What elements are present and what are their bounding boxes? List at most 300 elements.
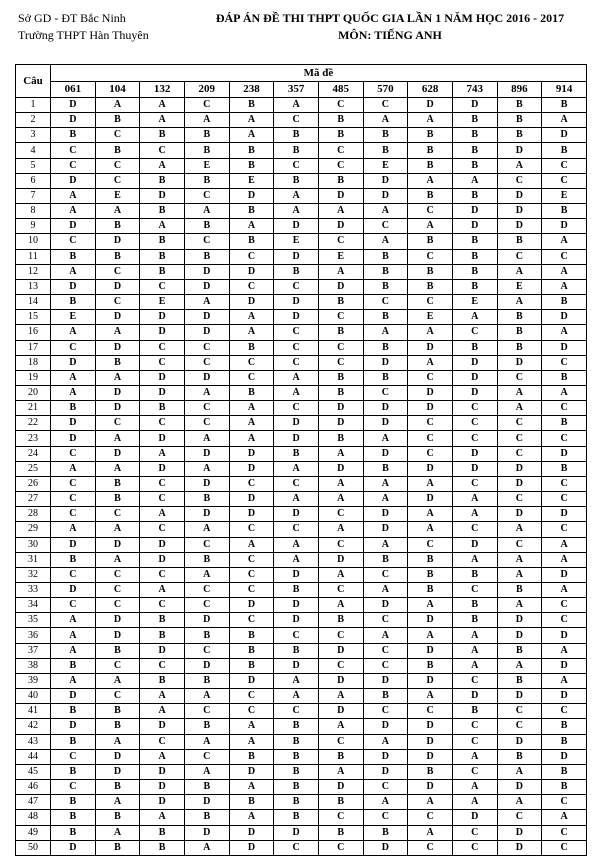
question-number: 25 xyxy=(16,461,51,476)
answer-cell: B xyxy=(452,598,497,613)
answer-cell: D xyxy=(229,188,274,203)
answer-cell: B xyxy=(363,279,408,294)
table-row xyxy=(16,719,587,734)
question-number: 39 xyxy=(16,673,51,688)
answer-cell: C xyxy=(51,749,96,764)
answer-cell: C xyxy=(229,704,274,719)
answer-cell: C xyxy=(229,552,274,567)
answer-cell: B xyxy=(229,643,274,658)
table-row xyxy=(16,370,587,385)
answer-cell: B xyxy=(229,658,274,673)
answer-cell: C xyxy=(229,522,274,537)
answer-cell: C xyxy=(274,158,319,173)
answer-cell: D xyxy=(140,310,185,325)
answer-cell: C xyxy=(318,734,363,749)
answer-cell: C xyxy=(542,492,587,507)
answer-cell: C xyxy=(51,234,96,249)
answer-cell: A xyxy=(95,325,140,340)
answer-cell: D xyxy=(318,461,363,476)
answer-cell: B xyxy=(274,780,319,795)
answer-cell: D xyxy=(318,704,363,719)
answer-cell: B xyxy=(318,113,363,128)
answer-cell: A xyxy=(51,673,96,688)
answer-cell: D xyxy=(95,340,140,355)
answer-cell: D xyxy=(318,219,363,234)
answer-cell: B xyxy=(274,143,319,158)
answer-cell: B xyxy=(95,143,140,158)
answer-cell: B xyxy=(408,158,453,173)
answer-cell: B xyxy=(140,613,185,628)
answer-cell: A xyxy=(363,431,408,446)
question-number: 10 xyxy=(16,234,51,249)
question-number: 22 xyxy=(16,416,51,431)
answer-cell: B xyxy=(452,340,497,355)
answer-cell: D xyxy=(497,628,542,643)
answer-cell: B xyxy=(274,764,319,779)
answer-cell: C xyxy=(95,173,140,188)
answer-cell: A xyxy=(274,673,319,688)
answer-cell: C xyxy=(140,340,185,355)
answer-cell: C xyxy=(408,446,453,461)
answer-cell: B xyxy=(274,128,319,143)
answer-cell: C xyxy=(318,658,363,673)
table-row xyxy=(16,780,587,795)
answer-cell: B xyxy=(497,310,542,325)
answer-cell: A xyxy=(452,628,497,643)
table-row xyxy=(16,825,587,840)
answer-cell: D xyxy=(184,446,229,461)
answer-cell: B xyxy=(542,719,587,734)
answer-cell: D xyxy=(318,279,363,294)
answer-cell: A xyxy=(497,598,542,613)
answer-cell: D xyxy=(452,98,497,113)
answer-cell: C xyxy=(184,188,229,203)
answer-cell: A xyxy=(363,734,408,749)
answer-cell: C xyxy=(452,476,497,491)
answer-cell: A xyxy=(318,764,363,779)
answer-cell: C xyxy=(408,204,453,219)
answer-cell: B xyxy=(51,658,96,673)
answer-cell: C xyxy=(229,567,274,582)
answer-cell: A xyxy=(497,552,542,567)
answer-cell: C xyxy=(184,355,229,370)
table-row xyxy=(16,461,587,476)
answer-cell: C xyxy=(452,673,497,688)
answer-cell: C xyxy=(542,249,587,264)
answer-cell: C xyxy=(363,704,408,719)
answer-cell: D xyxy=(51,219,96,234)
answer-cell: A xyxy=(318,522,363,537)
answer-cell: C xyxy=(318,810,363,825)
answer-cell: B xyxy=(95,355,140,370)
answer-cell: A xyxy=(51,628,96,643)
answer-cell: E xyxy=(497,279,542,294)
answer-cell: C xyxy=(452,522,497,537)
answer-cell: C xyxy=(408,840,453,855)
answer-cell: D xyxy=(184,264,229,279)
answer-cell: A xyxy=(184,840,229,855)
answer-cell: A xyxy=(497,385,542,400)
answer-cell: D xyxy=(140,795,185,810)
answer-cell: A xyxy=(542,552,587,567)
answer-cell: D xyxy=(229,840,274,855)
answer-cell: C xyxy=(497,431,542,446)
answer-cell: D xyxy=(95,749,140,764)
answer-cell: B xyxy=(318,325,363,340)
answer-cell: E xyxy=(140,295,185,310)
answer-cell: A xyxy=(408,522,453,537)
answer-cell: E xyxy=(452,295,497,310)
answer-cell: C xyxy=(184,340,229,355)
answer-cell: A xyxy=(95,461,140,476)
answer-cell: C xyxy=(95,158,140,173)
exam-code-cell: 485 xyxy=(318,82,363,98)
answer-cell: D xyxy=(184,370,229,385)
answer-cell: C xyxy=(184,401,229,416)
question-number: 37 xyxy=(16,643,51,658)
question-number: 13 xyxy=(16,279,51,294)
answer-cell: D xyxy=(274,598,319,613)
answer-cell: A xyxy=(140,583,185,598)
answer-cell: A xyxy=(363,234,408,249)
answer-cell: B xyxy=(184,780,229,795)
answer-cell: B xyxy=(452,143,497,158)
answer-cell: B xyxy=(542,370,587,385)
answer-cell: B xyxy=(274,173,319,188)
answer-cell: D xyxy=(140,552,185,567)
answer-cell: B xyxy=(542,143,587,158)
answer-cell: C xyxy=(408,810,453,825)
answer-cell: C xyxy=(318,143,363,158)
table-row xyxy=(16,749,587,764)
table-row xyxy=(16,734,587,749)
answer-cell: B xyxy=(229,98,274,113)
answer-cell: B xyxy=(95,704,140,719)
table-row xyxy=(16,567,587,582)
answer-cell: B xyxy=(452,113,497,128)
answer-cell: B xyxy=(229,143,274,158)
answer-cell: C xyxy=(452,840,497,855)
table-row xyxy=(16,598,587,613)
table-row xyxy=(16,128,587,143)
answer-cell: B xyxy=(363,264,408,279)
answer-cell: D xyxy=(274,249,319,264)
answer-cell: B xyxy=(363,249,408,264)
answer-cell: C xyxy=(408,704,453,719)
answer-cell: A xyxy=(95,204,140,219)
answer-cell: A xyxy=(452,173,497,188)
answer-cell: C xyxy=(274,840,319,855)
exam-code-cell: 061 xyxy=(51,82,96,98)
answer-cell: A xyxy=(452,552,497,567)
answer-cell: B xyxy=(184,219,229,234)
answer-cell: C xyxy=(408,537,453,552)
answer-cell: A xyxy=(274,492,319,507)
answer-cell: A xyxy=(95,673,140,688)
answer-cell: A xyxy=(318,567,363,582)
answer-cell: C xyxy=(184,98,229,113)
answer-cell: A xyxy=(140,749,185,764)
answer-cell: C xyxy=(140,416,185,431)
answer-cell: B xyxy=(497,98,542,113)
answer-cell: D xyxy=(229,446,274,461)
answer-cell: A xyxy=(542,810,587,825)
answer-cell: B xyxy=(408,552,453,567)
answer-cell: D xyxy=(229,825,274,840)
answer-cell: A xyxy=(140,98,185,113)
answer-cell: A xyxy=(408,628,453,643)
answer-cell: A xyxy=(542,537,587,552)
answer-cell: A xyxy=(274,689,319,704)
exam-code-cell: 104 xyxy=(95,82,140,98)
answer-cell: C xyxy=(140,567,185,582)
answer-cell: B xyxy=(140,673,185,688)
answer-cell: C xyxy=(140,279,185,294)
answer-cell: D xyxy=(51,583,96,598)
answer-cell: C xyxy=(229,613,274,628)
answer-cell: D xyxy=(542,689,587,704)
answer-cell: D xyxy=(140,325,185,340)
answer-cell: C xyxy=(408,416,453,431)
answer-cell: A xyxy=(184,522,229,537)
answer-cell: B xyxy=(274,719,319,734)
question-number: 19 xyxy=(16,370,51,385)
answer-cell: B xyxy=(318,749,363,764)
answer-cell: E xyxy=(51,310,96,325)
answer-cell: B xyxy=(184,673,229,688)
answer-cell: D xyxy=(51,431,96,446)
answer-cell: A xyxy=(51,613,96,628)
exam-code-row xyxy=(16,82,587,98)
answer-cell: C xyxy=(274,476,319,491)
answer-cell: B xyxy=(51,128,96,143)
table-row xyxy=(16,158,587,173)
answer-cell: E xyxy=(95,188,140,203)
answer-cell: D xyxy=(363,764,408,779)
answer-cell: A xyxy=(363,583,408,598)
answer-cell: D xyxy=(452,446,497,461)
answer-cell: C xyxy=(184,643,229,658)
answer-cell: B xyxy=(95,780,140,795)
answer-cell: D xyxy=(318,401,363,416)
answer-cell: D xyxy=(497,825,542,840)
answer-cell: B xyxy=(452,279,497,294)
answer-cell: A xyxy=(542,673,587,688)
answer-cell: D xyxy=(95,764,140,779)
answer-cell: D xyxy=(274,825,319,840)
question-number: 18 xyxy=(16,355,51,370)
table-row xyxy=(16,173,587,188)
answer-cell: C xyxy=(497,416,542,431)
answer-cell: B xyxy=(542,98,587,113)
answer-cell: D xyxy=(408,613,453,628)
answer-cell: A xyxy=(274,537,319,552)
answer-cell: B xyxy=(51,295,96,310)
answer-cell: A xyxy=(408,598,453,613)
answer-cell: B xyxy=(274,749,319,764)
answer-cell: D xyxy=(51,840,96,855)
answer-cell: D xyxy=(95,310,140,325)
answer-cell: B xyxy=(229,204,274,219)
answer-cell: C xyxy=(274,279,319,294)
answer-cell: B xyxy=(229,628,274,643)
answer-cell: B xyxy=(497,340,542,355)
answer-cell: D xyxy=(229,492,274,507)
answer-cell: B xyxy=(274,810,319,825)
answer-cell: A xyxy=(51,643,96,658)
answer-cell: B xyxy=(318,128,363,143)
answer-cell: B xyxy=(452,188,497,203)
table-row xyxy=(16,673,587,688)
answer-cell: D xyxy=(497,204,542,219)
answer-cell: D xyxy=(408,643,453,658)
question-number: 7 xyxy=(16,188,51,203)
answer-cell: A xyxy=(140,507,185,522)
answer-cell: A xyxy=(95,370,140,385)
answer-cell: D xyxy=(497,780,542,795)
answer-cell: D xyxy=(408,749,453,764)
answer-cell: D xyxy=(229,673,274,688)
answer-cell: B xyxy=(497,673,542,688)
question-number: 35 xyxy=(16,613,51,628)
answer-cell: B xyxy=(408,143,453,158)
answer-cell: B xyxy=(497,583,542,598)
answer-cell: D xyxy=(274,431,319,446)
answer-cell: D xyxy=(408,340,453,355)
answer-cell: D xyxy=(51,98,96,113)
table-row xyxy=(16,204,587,219)
answer-cell: A xyxy=(274,188,319,203)
answer-cell: B xyxy=(140,628,185,643)
answer-cell: C xyxy=(140,658,185,673)
answer-cell: A xyxy=(318,492,363,507)
question-number: 5 xyxy=(16,158,51,173)
answer-cell: A xyxy=(452,310,497,325)
answer-cell: D xyxy=(497,219,542,234)
answer-cell: C xyxy=(318,355,363,370)
answer-cell: C xyxy=(140,734,185,749)
answer-cell: A xyxy=(229,401,274,416)
exam-code-cell: 238 xyxy=(229,82,274,98)
answer-cell: B xyxy=(363,143,408,158)
answer-cell: B xyxy=(274,795,319,810)
question-number: 47 xyxy=(16,795,51,810)
answer-cell: D xyxy=(363,598,408,613)
answer-cell: C xyxy=(542,522,587,537)
answer-cell: D xyxy=(229,295,274,310)
answer-cell: C xyxy=(542,795,587,810)
answer-cell: C xyxy=(497,810,542,825)
answer-cell: D xyxy=(51,355,96,370)
table-row xyxy=(16,583,587,598)
answer-cell: C xyxy=(363,385,408,400)
answer-cell: B xyxy=(95,840,140,855)
table-row xyxy=(16,295,587,310)
answer-cell: D xyxy=(497,476,542,491)
answer-cell: D xyxy=(363,719,408,734)
document-title: ĐÁP ÁN ĐỀ THI THPT QUỐC GIA LẦN 1 NĂM HỌC 2016 - 2017 xyxy=(215,11,565,25)
question-number: 21 xyxy=(16,401,51,416)
answer-cell: A xyxy=(140,446,185,461)
answer-cell: B xyxy=(274,734,319,749)
table-row xyxy=(16,689,587,704)
answer-cell: C xyxy=(95,128,140,143)
answer-cell: B xyxy=(363,310,408,325)
answer-cell: D xyxy=(408,673,453,688)
question-number: 12 xyxy=(16,264,51,279)
answer-cell: B xyxy=(497,234,542,249)
table-row xyxy=(16,340,587,355)
answer-cell: D xyxy=(497,507,542,522)
department-name: Sở GD - ĐT Bắc Ninh xyxy=(18,11,126,25)
answer-cell: D xyxy=(497,840,542,855)
answer-cell: B xyxy=(51,764,96,779)
answer-cell: D xyxy=(184,658,229,673)
answer-cell: B xyxy=(229,385,274,400)
answer-cell: C xyxy=(184,537,229,552)
question-number: 48 xyxy=(16,810,51,825)
answer-cell: A xyxy=(184,295,229,310)
answer-cell: D xyxy=(274,613,319,628)
answer-cell: D xyxy=(363,673,408,688)
answer-cell: D xyxy=(95,628,140,643)
question-number: 50 xyxy=(16,840,51,855)
answer-cell: A xyxy=(318,264,363,279)
answer-cell: D xyxy=(497,461,542,476)
answer-cell: B xyxy=(452,567,497,582)
answer-cell: D xyxy=(184,613,229,628)
question-number: 27 xyxy=(16,492,51,507)
table-row xyxy=(16,704,587,719)
question-number: 32 xyxy=(16,567,51,582)
answer-cell: D xyxy=(452,219,497,234)
answer-cell: D xyxy=(542,507,587,522)
table-row xyxy=(16,658,587,673)
answer-cell: C xyxy=(140,355,185,370)
answer-cell: C xyxy=(363,295,408,310)
answer-cell: D xyxy=(51,719,96,734)
school-name: Trường THPT Hàn Thuyên xyxy=(18,28,149,42)
answer-cell: B xyxy=(184,173,229,188)
answer-cell: B xyxy=(452,613,497,628)
answer-cell: A xyxy=(51,204,96,219)
answer-cell: C xyxy=(452,401,497,416)
answer-cell: C xyxy=(542,704,587,719)
answer-cell: C xyxy=(274,325,319,340)
answer-cell: C xyxy=(318,340,363,355)
answer-cell: B xyxy=(497,128,542,143)
answer-cell: D xyxy=(363,840,408,855)
question-number: 42 xyxy=(16,719,51,734)
answer-cell: C xyxy=(140,492,185,507)
answer-cell: D xyxy=(318,780,363,795)
answer-cell: B xyxy=(363,825,408,840)
answer-cell: C xyxy=(95,583,140,598)
answer-cell: B xyxy=(229,795,274,810)
exam-code-cell: 914 xyxy=(542,82,587,98)
answer-cell: C xyxy=(363,810,408,825)
answer-cell: C xyxy=(452,583,497,598)
answer-cell: D xyxy=(140,537,185,552)
answer-cell: D xyxy=(140,431,185,446)
answer-cell: C xyxy=(497,370,542,385)
answer-cell: A xyxy=(363,113,408,128)
answer-cell: D xyxy=(497,734,542,749)
answer-cell: D xyxy=(497,355,542,370)
answer-cell: D xyxy=(95,613,140,628)
question-column-header: Câu xyxy=(16,65,51,98)
answer-cell: C xyxy=(274,704,319,719)
